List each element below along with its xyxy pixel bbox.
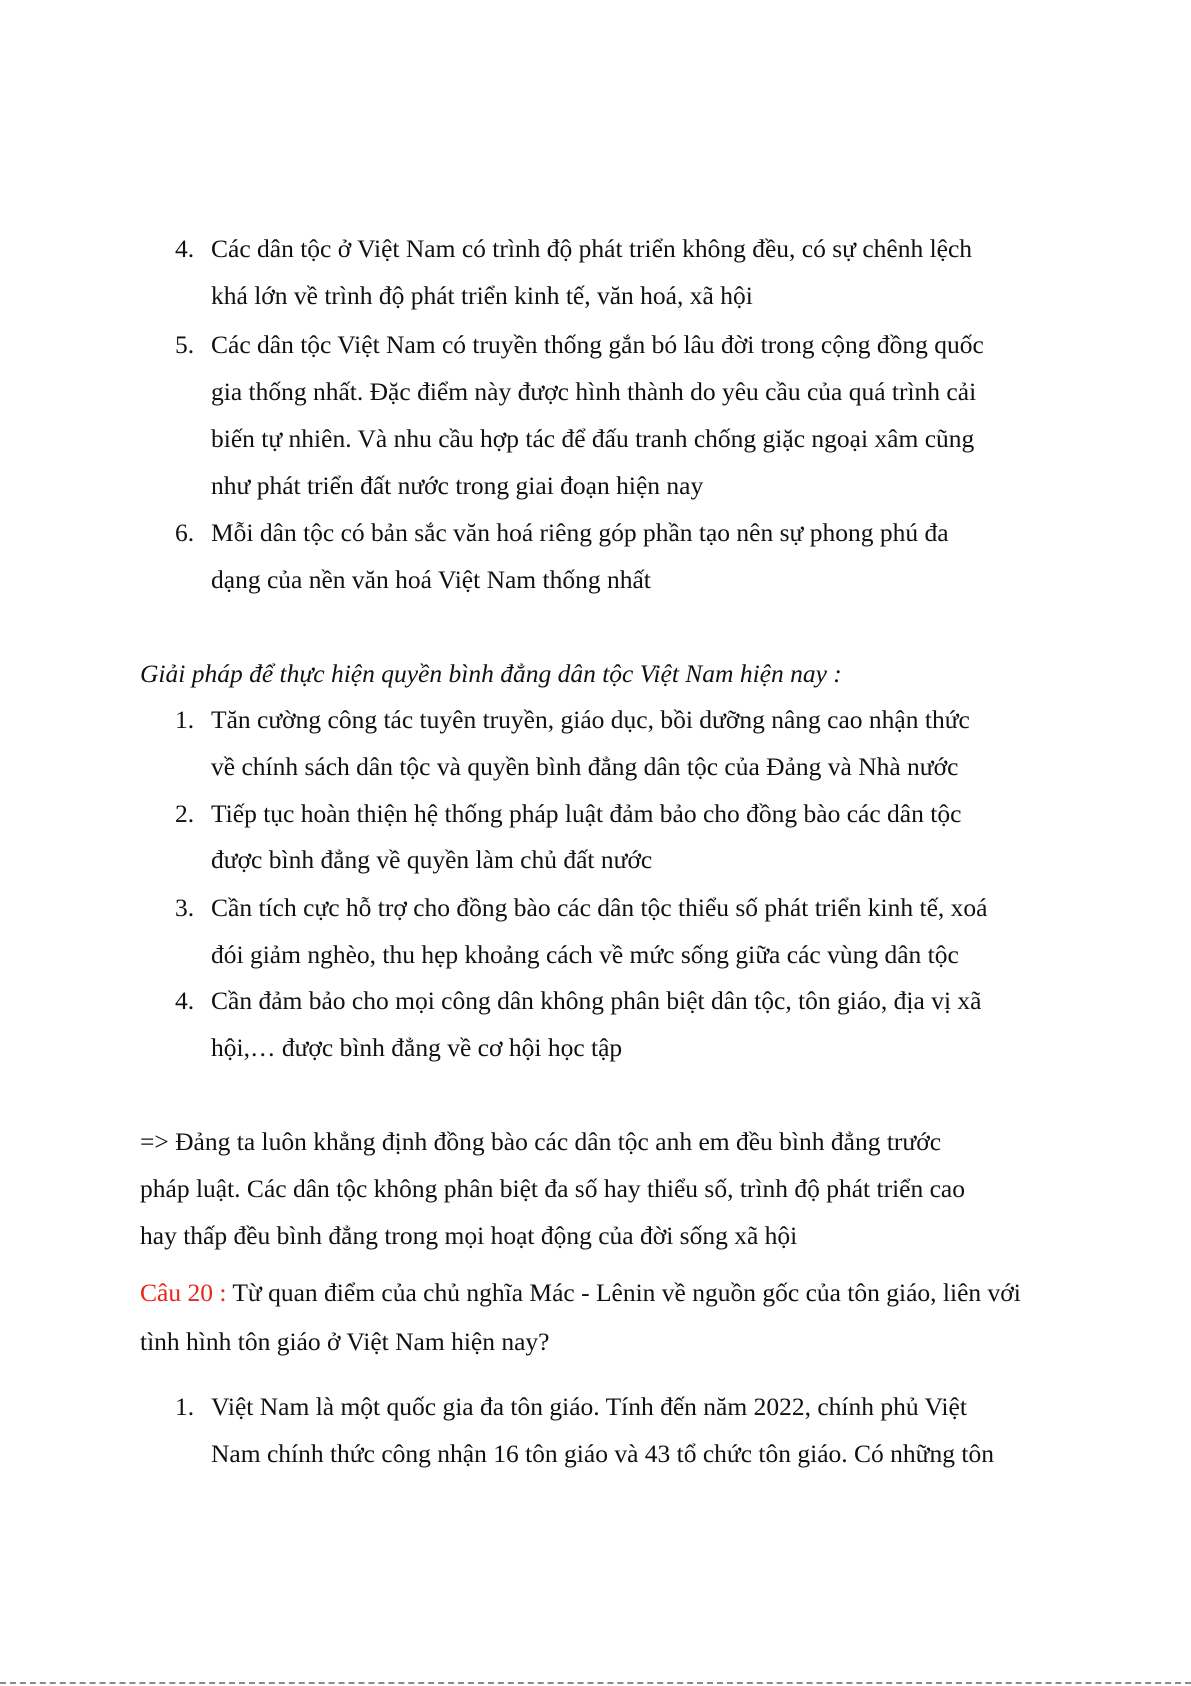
list-item-line: được bình đẳng về quyền làm chủ đất nước — [211, 845, 653, 874]
list-item-number: 5. — [175, 330, 195, 359]
list-item-line: Việt Nam là một quốc gia đa tôn giáo. Tính đến năm 2022, chính phủ Việt — [211, 1392, 967, 1421]
list-item-line: Các dân tộc Việt Nam có truyền thống gắn bó lâu đời trong cộng đồng quốc — [211, 330, 984, 359]
list-item-number: 4. — [175, 986, 195, 1015]
list-item-line: dạng của nền văn hoá Việt Nam thống nhất — [211, 565, 651, 594]
list-item-line: Nam chính thức công nhận 16 tôn giáo và 43 tổ chức tôn giáo. Có những tôn — [211, 1439, 994, 1468]
list-item-line: đói giảm nghèo, thu hẹp khoảng cách về mức sống giữa các vùng dân tộc — [211, 940, 959, 969]
list-item-line: Mỗi dân tộc có bản sắc văn hoá riêng góp phần tạo nên sự phong phú đa — [211, 518, 949, 547]
list-item-line: Tiếp tục hoàn thiện hệ thống pháp luật đảm bảo cho đồng bào các dân tộc — [211, 799, 962, 828]
list-item-line: biến tự nhiên. Và nhu cầu hợp tác để đấu tranh chống giặc ngoại xâm cũng — [211, 424, 975, 453]
list-item-line: gia thống nhất. Đặc điểm này được hình thành do yêu cầu của quá trình cải — [211, 377, 977, 406]
list-item-line: hội,… được bình đẳng về cơ hội học tập — [211, 1033, 623, 1062]
list-item-number: 2. — [175, 799, 195, 828]
list-item-line: Cần đảm bảo cho mọi công dân không phân biệt dân tộc, tôn giáo, địa vị xã — [211, 986, 982, 1015]
list-item-line: về chính sách dân tộc và quyền bình đẳng dân tộc của Đảng và Nhà nước — [211, 752, 959, 781]
paragraph-line: hay thấp đều bình đẳng trong mọi hoạt động của đời sống xã hội — [140, 1221, 798, 1250]
question-text: Từ quan điểm của chủ nghĩa Mác - Lênin về nguồn gốc của tôn giáo, liên với — [226, 1278, 1021, 1307]
list-item-number: 4. — [175, 234, 195, 263]
paragraph-line: => Đảng ta luôn khẳng định đồng bào các dân tộc anh em đều bình đẳng trước — [140, 1127, 942, 1156]
question-line: tình hình tôn giáo ở Việt Nam hiện nay? — [140, 1327, 550, 1356]
question-label: Câu 20 : — [140, 1278, 227, 1307]
list-item-number: 3. — [175, 893, 195, 922]
list-item-number: 1. — [175, 705, 195, 734]
list-item-line: Tăn cường công tác tuyên truyền, giáo dục, bồi dưỡng nâng cao nhận thức — [211, 705, 970, 734]
list-item-line: khá lớn về trình độ phát triển kinh tế, văn hoá, xã hội — [211, 281, 753, 310]
question-line — [140, 1278, 1021, 1308]
list-item-line: như phát triển đất nước trong giai đoạn hiện nay — [211, 471, 704, 500]
list-item-number: 6. — [175, 518, 195, 547]
solutions-heading: Giải pháp để thực hiện quyền bình đẳng dân tộc Việt Nam hiện nay : — [140, 659, 842, 688]
list-item-number: 1. — [175, 1392, 195, 1421]
page-bottom-rule — [0, 1682, 1191, 1686]
list-item-line: Các dân tộc ở Việt Nam có trình độ phát triển không đều, có sự chênh lệch — [211, 234, 973, 263]
paragraph-line: pháp luật. Các dân tộc không phân biệt đa số hay thiểu số, trình độ phát triển cao — [140, 1174, 966, 1203]
list-item-line: Cần tích cực hỗ trợ cho đồng bào các dân tộc thiểu số phát triển kinh tế, xoá — [211, 893, 988, 922]
